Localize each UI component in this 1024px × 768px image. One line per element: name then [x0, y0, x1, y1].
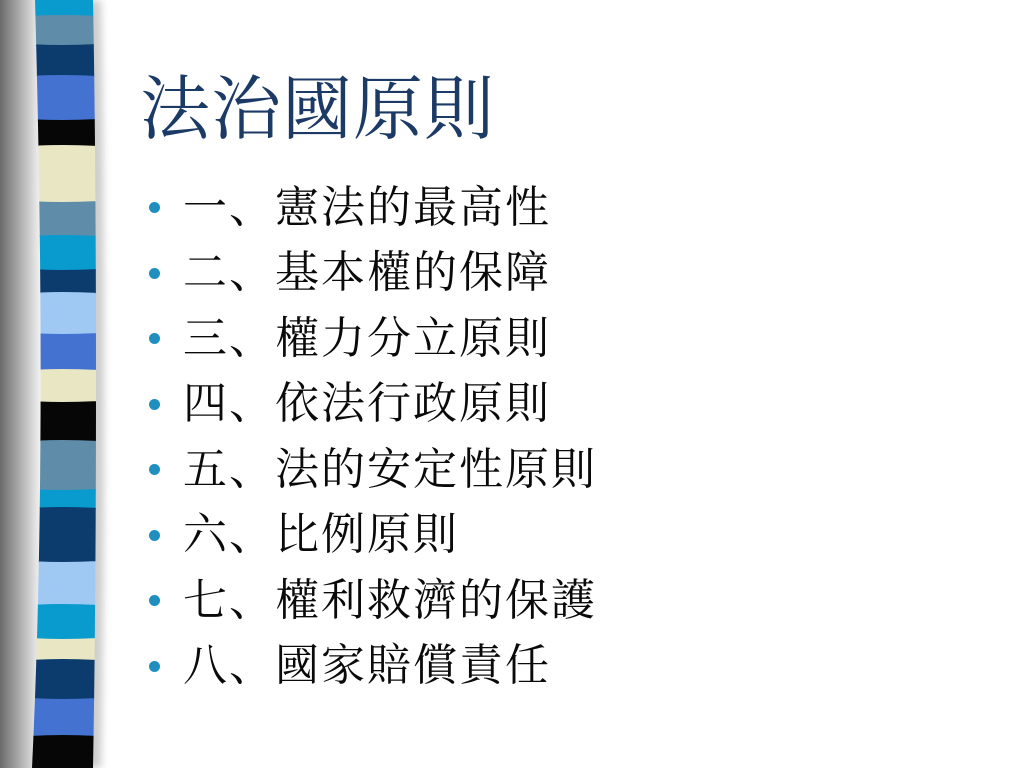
bullet-item [140, 568, 597, 634]
bullet-dot [149, 399, 160, 410]
bullet-text: 二、基本權的保障 [183, 248, 551, 298]
bullet-dot [149, 530, 160, 541]
bullet-list [140, 175, 597, 699]
bullet-dot [149, 333, 160, 344]
bullet-text: 八、國家賠償責任 [183, 641, 551, 691]
bullet-item [140, 175, 597, 241]
bullet-item [140, 241, 597, 307]
bullet-text: 六、比例原則 [183, 510, 459, 560]
bullet-dot [149, 268, 160, 279]
bullet-text: 五、法的安定性原則 [183, 444, 597, 494]
slide-content [140, 0, 1024, 768]
slide-title: 法治國原則 [140, 72, 495, 149]
decorative-ribbon [0, 0, 130, 768]
bullet-item [140, 372, 597, 438]
bullet-text: 三、權力分立原則 [183, 313, 551, 363]
bullet-dot [149, 595, 160, 606]
bullet-item [140, 634, 597, 700]
bullet-dot [149, 464, 160, 475]
bullet-item [140, 437, 597, 503]
bullet-dot [149, 661, 160, 672]
bullet-text: 一、憲法的最高性 [183, 182, 551, 232]
bullet-item [140, 306, 597, 372]
bullet-text: 四、依法行政原則 [183, 379, 551, 429]
bullet-item [140, 503, 597, 569]
bullet-text: 七、權利救濟的保護 [183, 575, 597, 625]
bullet-dot [149, 202, 160, 213]
